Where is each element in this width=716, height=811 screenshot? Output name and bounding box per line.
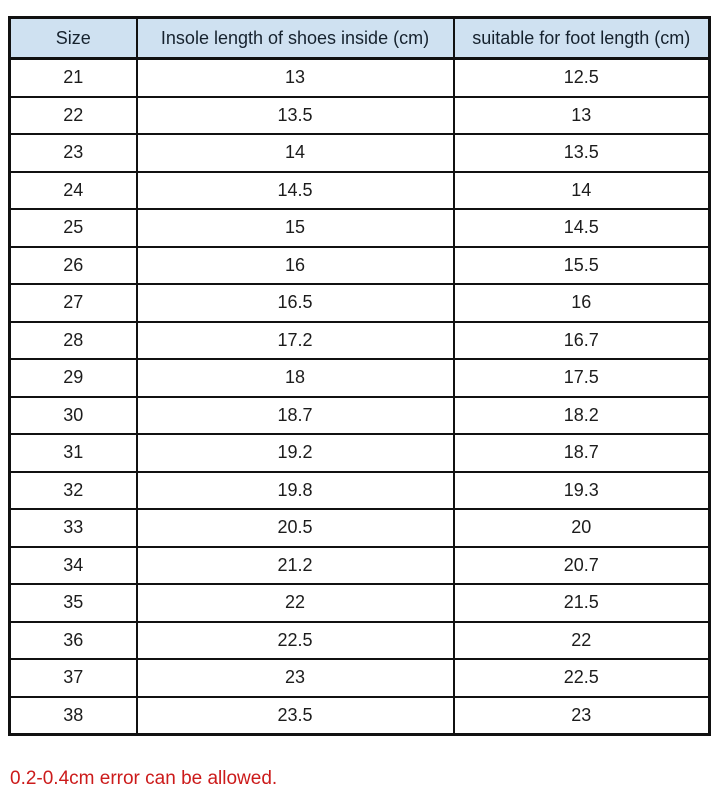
table-row	[10, 659, 710, 697]
size-cell: 34	[10, 547, 137, 585]
foot-length-cell: 13.5	[454, 134, 710, 172]
insole-length-cell: 14	[137, 134, 454, 172]
foot-length-cell: 15.5	[454, 247, 710, 285]
foot-length-cell: 14.5	[454, 209, 710, 247]
size-cell: 29	[10, 359, 137, 397]
size-cell: 38	[10, 697, 137, 735]
size-cell: 24	[10, 172, 137, 210]
size-cell: 35	[10, 584, 137, 622]
foot-length-cell: 17.5	[454, 359, 710, 397]
foot-length-cell: 16	[454, 284, 710, 322]
table-row	[10, 472, 710, 510]
size-cell: 23	[10, 134, 137, 172]
shoe-size-table	[8, 16, 711, 736]
size-cell: 31	[10, 434, 137, 472]
insole-length-cell: 22.5	[137, 622, 454, 660]
table-row	[10, 134, 710, 172]
table-row	[10, 172, 710, 210]
foot-length-cell: 22.5	[454, 659, 710, 697]
table-row	[10, 284, 710, 322]
table-header	[10, 18, 710, 59]
insole-length-cell: 18	[137, 359, 454, 397]
table-row	[10, 397, 710, 435]
size-cell: 21	[10, 59, 137, 97]
table-row	[10, 509, 710, 547]
insole-length-cell: 14.5	[137, 172, 454, 210]
foot-length-cell: 16.7	[454, 322, 710, 360]
foot-length-cell: 23	[454, 697, 710, 735]
table-row	[10, 209, 710, 247]
size-cell: 36	[10, 622, 137, 660]
table-row	[10, 434, 710, 472]
column-header-insole-length: Insole length of shoes inside (cm)	[137, 18, 454, 59]
column-header-foot-length: suitable for foot length (cm)	[454, 18, 710, 59]
table-row	[10, 584, 710, 622]
table-row	[10, 322, 710, 360]
table-row	[10, 622, 710, 660]
size-cell: 27	[10, 284, 137, 322]
header-row	[10, 18, 710, 59]
insole-length-cell: 19.8	[137, 472, 454, 510]
size-cell: 30	[10, 397, 137, 435]
foot-length-cell: 21.5	[454, 584, 710, 622]
insole-length-cell: 23.5	[137, 697, 454, 735]
table-row	[10, 59, 710, 97]
foot-length-cell: 20.7	[454, 547, 710, 585]
foot-length-cell: 18.7	[454, 434, 710, 472]
foot-length-cell: 12.5	[454, 59, 710, 97]
size-cell: 22	[10, 97, 137, 135]
insole-length-cell: 20.5	[137, 509, 454, 547]
insole-length-cell: 19.2	[137, 434, 454, 472]
insole-length-cell: 16.5	[137, 284, 454, 322]
size-cell: 37	[10, 659, 137, 697]
table-row	[10, 697, 710, 735]
tolerance-note: 0.2-0.4cm error can be allowed.	[10, 768, 278, 789]
size-cell: 32	[10, 472, 137, 510]
table-body	[10, 59, 710, 735]
foot-length-cell: 22	[454, 622, 710, 660]
insole-length-cell: 17.2	[137, 322, 454, 360]
insole-length-cell: 13.5	[137, 97, 454, 135]
size-cell: 33	[10, 509, 137, 547]
foot-length-cell: 13	[454, 97, 710, 135]
insole-length-cell: 23	[137, 659, 454, 697]
insole-length-cell: 18.7	[137, 397, 454, 435]
foot-length-cell: 20	[454, 509, 710, 547]
foot-length-cell: 19.3	[454, 472, 710, 510]
table-row	[10, 547, 710, 585]
column-header-size: Size	[10, 18, 137, 59]
insole-length-cell: 22	[137, 584, 454, 622]
table-row	[10, 359, 710, 397]
size-cell: 26	[10, 247, 137, 285]
size-cell: 28	[10, 322, 137, 360]
insole-length-cell: 16	[137, 247, 454, 285]
insole-length-cell: 21.2	[137, 547, 454, 585]
foot-length-cell: 18.2	[454, 397, 710, 435]
size-cell: 25	[10, 209, 137, 247]
table-row	[10, 247, 710, 285]
table-row	[10, 97, 710, 135]
insole-length-cell: 13	[137, 59, 454, 97]
insole-length-cell: 15	[137, 209, 454, 247]
foot-length-cell: 14	[454, 172, 710, 210]
